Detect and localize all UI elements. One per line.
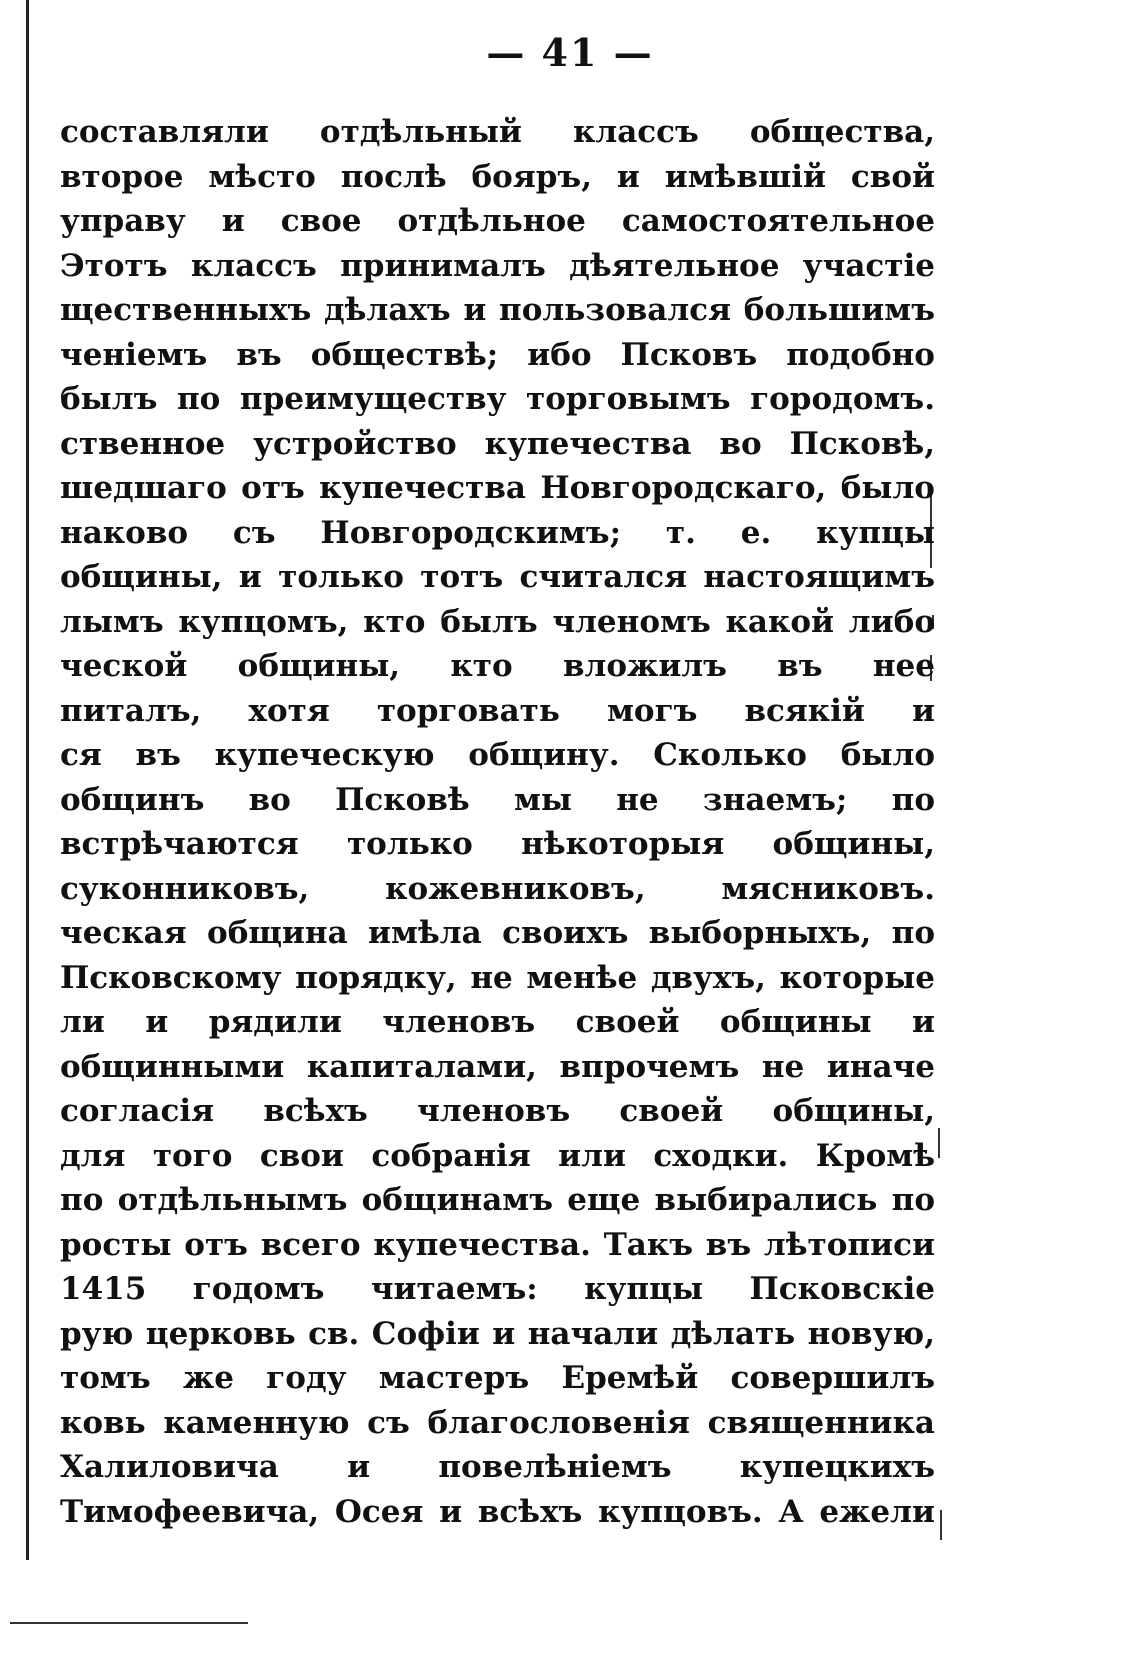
text-line: рую церковь св. Софіи и начали дѣлать новую, (60, 1315, 935, 1352)
margin-mark (940, 1510, 942, 1540)
text-line: ственное устройство купечества во Псковѣ, (60, 425, 935, 462)
text-line: томъ же году мастеръ Еремѣй совершилъ (60, 1360, 935, 1396)
text-line: ли и рядили членовъ своей общины и (60, 1004, 935, 1040)
text-line: второе мѣсто послѣ бояръ, и имѣвшій свой (60, 158, 935, 195)
footer-rule (10, 1622, 248, 1624)
text-line: шедшаго отъ купечества Новгородскаго, было (60, 470, 935, 506)
text-line: питалъ, хотя торговать могъ всякій и (60, 692, 935, 729)
text-line: ческая община имѣла своихъ выборныхъ, по (60, 915, 935, 951)
margin-mark (938, 1128, 940, 1158)
text-line: ческой общины, кто вложилъ въ нее (60, 648, 935, 684)
text-line: общинъ во Псковѣ мы не знаемъ; по (60, 781, 935, 818)
text-line: лымъ купцомъ, кто былъ членомъ какой либо (60, 603, 935, 640)
body-text (60, 110, 935, 1534)
text-line: общины, и только тотъ считался настоящимъ (60, 559, 935, 595)
text-line: согласія всѣхъ членовъ своей общины, (60, 1093, 935, 1129)
text-line: Тимофеевича, Осея и всѣхъ купцовъ. А ежели (60, 1493, 935, 1530)
text-line: 1415 годомъ читаемъ: купцы Псковскіе (60, 1271, 935, 1307)
text-line: щественныхъ дѣлахъ и пользовался большимъ (60, 292, 935, 328)
text-line: для того свои собранія или сходки. Кромѣ (60, 1137, 935, 1174)
text-line: по отдѣльнымъ общинамъ еще выбирались по (60, 1182, 935, 1218)
text-line: составляли отдѣльный классъ общества, (60, 114, 935, 150)
text-line: суконниковъ, кожевниковъ, мясниковъ. (60, 870, 935, 907)
text-line: ся въ купеческую общину. Сколько было (60, 737, 935, 773)
text-line: общинными капиталами, впрочемъ не иначе (60, 1048, 935, 1085)
text-line: былъ по преимуществу торговымъ городомъ. (60, 381, 935, 417)
left-margin-rule (26, 0, 29, 1560)
text-line: ченіемъ въ обществѣ; ибо Псковъ подобно (60, 336, 935, 373)
text-line: ковь каменную съ благословенія священника (60, 1404, 935, 1441)
text-line: росты отъ всего купечества. Такъ въ лѣтописи (60, 1226, 935, 1263)
text-line: наково съ Новгородскимъ; т. е. купцы (60, 514, 935, 551)
text-line: Халиловича и повелѣніемъ купецкихъ (60, 1449, 935, 1485)
text-line: встрѣчаются только нѣкоторыя общины, (60, 826, 935, 862)
text-line: управу и свое отдѣльное самостоятельное (60, 203, 935, 239)
text-line: Псковскому порядку, не менѣе двухъ, которые (60, 959, 935, 996)
text-line: Этотъ классъ принималъ дѣятельное участіе (60, 247, 935, 284)
page-number: — 41 — (486, 30, 654, 75)
